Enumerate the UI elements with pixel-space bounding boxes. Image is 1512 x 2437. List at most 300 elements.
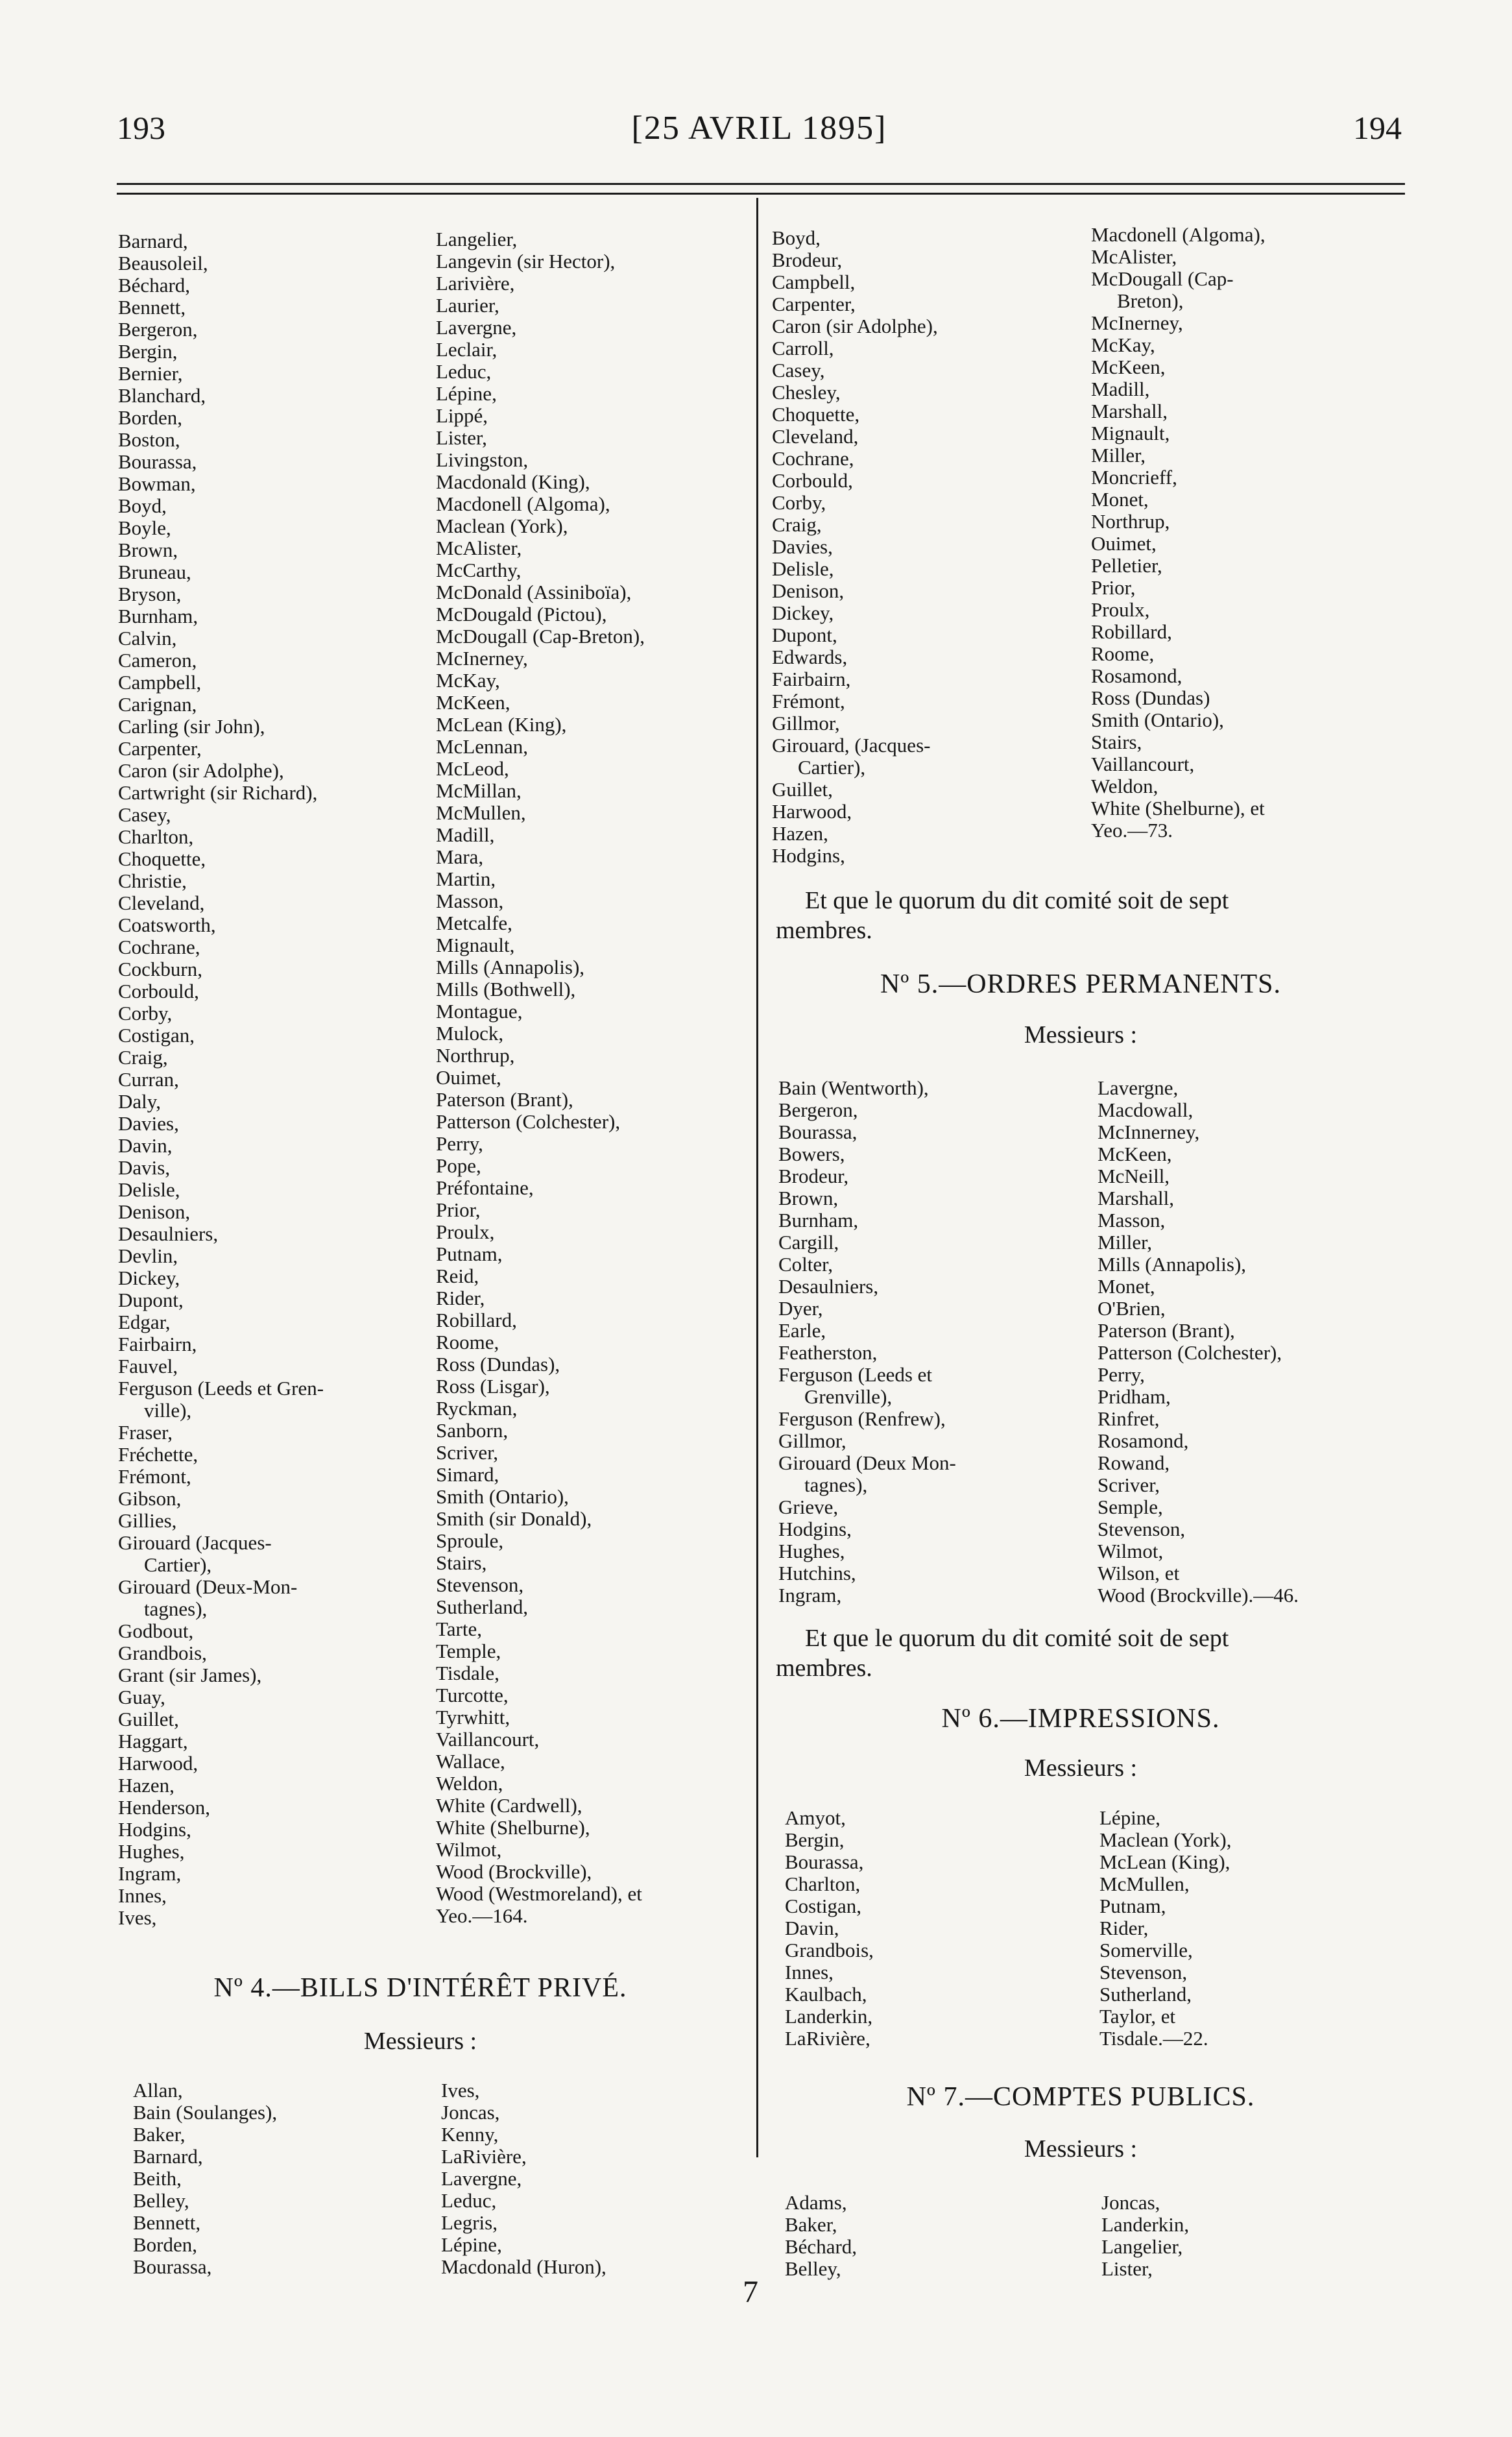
member-name: Caron (sir Adolphe), <box>772 315 938 337</box>
member-name: Barnard, <box>133 2145 203 2168</box>
section-4-messieurs: Messieurs : <box>363 2028 477 2055</box>
member-name: Dupont, <box>118 1289 184 1311</box>
member-name: Fauvel, <box>118 1355 178 1377</box>
section-4-heading: Nº 4.—BILLS D'INTÉRÊT PRIVÉ. <box>213 1973 627 2003</box>
member-name: Gillmor, <box>778 1429 846 1452</box>
member-name: Cockburn, <box>118 958 203 980</box>
member-name: Delisle, <box>772 557 834 580</box>
member-name: Somerville, <box>1099 1939 1193 1961</box>
member-name: Ferguson (Leeds et <box>778 1363 933 1386</box>
member-name: Miller, <box>1098 1231 1152 1254</box>
member-name: Joncas, <box>441 2101 500 2124</box>
member-name: Brown, <box>778 1187 839 1209</box>
member-name: White (Cardwell), <box>436 1794 582 1817</box>
member-name: Bourassa, <box>133 2255 212 2278</box>
member-name: Henderson, <box>118 1796 211 1819</box>
member-name: Grieve, <box>778 1496 839 1518</box>
member-name: Davin, <box>118 1134 173 1157</box>
member-name: Cleveland, <box>118 891 205 914</box>
member-name: McMullen, <box>1099 1873 1190 1895</box>
member-name: Leclair, <box>436 338 498 361</box>
member-name: LaRivière, <box>441 2145 527 2168</box>
member-name: Marshall, <box>1098 1187 1174 1209</box>
member-name: Bourassa, <box>118 450 197 473</box>
member-name: Prior, <box>1091 576 1136 599</box>
member-name: Cochrane, <box>772 447 854 470</box>
member-name: Grant (sir James), <box>118 1664 262 1686</box>
member-name: Daly, <box>118 1090 161 1113</box>
member-name: Tisdale, <box>436 1662 499 1684</box>
member-name: Innes, <box>785 1961 834 1983</box>
quorum-line-2: membres. <box>776 1655 872 1682</box>
member-name: Tarte, <box>436 1618 482 1640</box>
member-name: McInnerney, <box>1098 1121 1200 1143</box>
member-name: Craig, <box>118 1046 168 1069</box>
member-name: Moncrieff, <box>1091 466 1177 489</box>
member-name: McKay, <box>1091 333 1155 356</box>
member-name: Rosamond, <box>1091 664 1182 687</box>
member-name: Prior, <box>436 1198 481 1221</box>
member-name: Ouimet, <box>1091 532 1157 555</box>
member-name: Stairs, <box>436 1551 487 1574</box>
section-6-heading: Nº 6.—IMPRESSIONS. <box>941 1704 1220 1734</box>
member-name: Scriver, <box>436 1441 499 1464</box>
member-name: Girouard (Deux Mon- <box>778 1451 956 1474</box>
member-name: Pelletier, <box>1091 554 1162 577</box>
member-name: Larivière, <box>436 272 515 295</box>
member-name: Hodgins, <box>778 1518 852 1540</box>
member-name: Macdowall, <box>1098 1098 1194 1121</box>
member-name: Semple, <box>1098 1496 1163 1518</box>
member-name: Scriver, <box>1098 1473 1160 1496</box>
member-name: Grandbois, <box>785 1939 874 1961</box>
member-name: Cameron, <box>118 649 197 672</box>
member-list-col-b <box>436 228 645 1927</box>
member-name: Mulock, <box>436 1022 504 1045</box>
member-name: Bruneau, <box>118 561 191 583</box>
quorum-line-2: membres. <box>776 917 872 944</box>
member-name: Hughes, <box>118 1840 185 1863</box>
member-name: Tyrwhitt, <box>436 1706 510 1728</box>
section-6-col-b <box>1099 1807 1231 2050</box>
member-name: Colter, <box>778 1253 833 1276</box>
member-name: McInerney, <box>436 647 528 670</box>
section-7-col-b <box>1101 2192 1189 2280</box>
member-name: Lépine, <box>1099 1806 1160 1829</box>
member-name: McKeen, <box>436 691 510 714</box>
member-name: Lépine, <box>436 382 497 405</box>
member-name: Corby, <box>772 491 826 514</box>
member-name: ville), <box>144 1399 192 1422</box>
member-name: Préfontaine, <box>436 1176 534 1199</box>
member-name: Miller, <box>1091 444 1146 467</box>
member-name: Lavergne, <box>441 2167 522 2190</box>
member-name: Robillard, <box>436 1309 517 1331</box>
member-name: Perry, <box>436 1132 483 1155</box>
member-name: Guillet, <box>772 778 833 801</box>
member-name: Allan, <box>133 2079 183 2102</box>
section-5-messieurs: Messieurs : <box>1024 1021 1138 1049</box>
member-name: Casey, <box>772 359 825 382</box>
member-name: Tisdale.—22. <box>1099 2027 1208 2050</box>
member-name: Northrup, <box>436 1044 515 1067</box>
member-name: Perry, <box>1098 1363 1145 1386</box>
section-4-col-a <box>133 2079 277 2278</box>
member-name: LaRivière, <box>785 2027 870 2050</box>
member-name: Monet, <box>1098 1275 1155 1298</box>
member-name: Hazen, <box>772 822 828 845</box>
member-name: Carignan, <box>118 693 197 716</box>
member-name: McDonald (Assiniboïa), <box>436 581 632 603</box>
page-number-left: 193 <box>117 110 165 146</box>
member-name: Mignault, <box>1091 422 1170 444</box>
member-name: Turcotte, <box>436 1684 509 1706</box>
member-name: Mills (Annapolis), <box>1098 1253 1247 1276</box>
member-name: Carpenter, <box>772 293 856 315</box>
member-name: Reid, <box>436 1265 479 1287</box>
member-name: Fréchette, <box>118 1443 198 1466</box>
member-name: Smith (sir Donald), <box>436 1507 592 1530</box>
member-name: Mara, <box>436 845 484 868</box>
member-name: Mills (Annapolis), <box>436 956 585 978</box>
member-name: Brown, <box>118 539 178 561</box>
member-name: Mignault, <box>436 934 515 956</box>
member-name: Bowers, <box>778 1143 845 1165</box>
member-name: Caron (sir Adolphe), <box>118 759 284 782</box>
member-name: Rinfret, <box>1098 1407 1160 1430</box>
member-name: Maclean (York), <box>1099 1828 1232 1851</box>
member-name: Barnard, <box>118 230 188 252</box>
member-name: Béchard, <box>785 2235 858 2258</box>
member-name: Gillies, <box>118 1509 177 1532</box>
member-name: Weldon, <box>1091 775 1158 797</box>
member-name: Belley, <box>785 2257 841 2280</box>
member-name: Davies, <box>772 535 833 558</box>
member-name: Bourassa, <box>778 1121 858 1143</box>
member-name: Pridham, <box>1098 1385 1171 1408</box>
member-name: Carling (sir John), <box>118 715 265 738</box>
member-name: Lister, <box>436 426 487 449</box>
quorum-line-1: Et que le quorum du dit comité soit de sept <box>805 1625 1229 1652</box>
member-name: Ferguson (Leeds et Gren- <box>118 1377 324 1400</box>
member-name: tagnes), <box>144 1597 208 1620</box>
member-name: Corbould, <box>772 469 853 492</box>
member-name: McAlister, <box>436 537 522 559</box>
member-name: Innes, <box>118 1884 167 1907</box>
member-name: Desaulniers, <box>778 1275 879 1298</box>
member-name: Ross (Lisgar), <box>436 1375 550 1398</box>
member-name: Ingram, <box>118 1862 182 1885</box>
member-name: Desaulniers, <box>118 1222 219 1245</box>
member-name: Baker, <box>785 2213 837 2236</box>
member-name: Baker, <box>133 2123 186 2146</box>
member-name: Sproule, <box>436 1529 504 1552</box>
member-name: Bain (Wentworth), <box>778 1076 929 1099</box>
member-name: Macdonald (King), <box>436 470 590 493</box>
member-name: Leduc, <box>441 2189 497 2212</box>
member-name: Edgar, <box>118 1311 171 1333</box>
member-name: Craig, <box>772 513 822 536</box>
member-name: Adams, <box>785 2191 847 2214</box>
member-name: Rosamond, <box>1098 1429 1189 1452</box>
member-name: Wilmot, <box>436 1838 502 1861</box>
member-name: Pope, <box>436 1154 481 1177</box>
member-name: Madill, <box>1091 378 1150 400</box>
member-name: Bernier, <box>118 362 183 385</box>
member-name: Costigan, <box>118 1024 195 1047</box>
member-name: Lavergne, <box>1098 1076 1179 1099</box>
member-name: Bowman, <box>118 472 196 495</box>
member-name: Marshall, <box>1091 400 1168 422</box>
member-name: McAlister, <box>1091 245 1177 268</box>
member-name: Joncas, <box>1101 2191 1160 2214</box>
member-name: Livingston, <box>436 448 529 471</box>
member-name: Boyle, <box>118 516 171 539</box>
member-name: Cartier), <box>798 756 866 779</box>
member-name: Brodeur, <box>778 1165 849 1187</box>
member-name: Bryson, <box>118 583 182 605</box>
section-5-col-b <box>1098 1077 1299 1606</box>
section-7-col-a <box>785 2192 857 2280</box>
member-name: Gibson, <box>118 1487 182 1510</box>
member-name: Putnam, <box>1099 1895 1166 1917</box>
member-name: Macdonell (Algoma), <box>1091 223 1266 246</box>
member-name: Stevenson, <box>436 1573 524 1596</box>
member-name: Langevin (sir Hector), <box>436 250 616 273</box>
member-name: Maclean (York), <box>436 515 568 537</box>
section-6-col-a <box>785 1807 874 2050</box>
member-name: Ives, <box>441 2079 480 2102</box>
member-name: Ross (Dundas) <box>1091 686 1210 709</box>
member-name: Harwood, <box>772 800 852 823</box>
member-name: Rider, <box>436 1287 485 1309</box>
member-name: Proulx, <box>436 1220 495 1243</box>
member-name: Mills (Bothwell), <box>436 978 576 1000</box>
member-name: Burnham, <box>778 1209 859 1231</box>
member-name: Charlton, <box>785 1873 861 1895</box>
member-name: Campbell, <box>772 271 856 293</box>
member-name: McDougall (Cap-Breton), <box>436 625 645 648</box>
member-name: Dupont, <box>772 624 837 646</box>
member-name: Paterson (Brant), <box>436 1088 573 1111</box>
member-name: Temple, <box>436 1640 501 1662</box>
column-divider <box>756 198 758 2157</box>
member-name: McCarthy, <box>436 559 522 581</box>
member-name: Sutherland, <box>1099 1983 1192 2006</box>
member-name: McNeill, <box>1098 1165 1170 1187</box>
member-name: Wilson, et <box>1098 1562 1180 1584</box>
member-name: Bourassa, <box>785 1850 864 1873</box>
member-name: Calvin, <box>118 627 177 649</box>
member-name: Kaulbach, <box>785 1983 867 2006</box>
member-name: Davis, <box>118 1156 171 1179</box>
member-name: Borden, <box>118 406 183 429</box>
member-name: Macdonald (Huron), <box>441 2255 606 2278</box>
section-4-col-b <box>441 2079 606 2278</box>
member-name: Patterson (Colchester), <box>436 1110 621 1133</box>
member-name: Ives, <box>118 1906 157 1929</box>
member-name: McLennan, <box>436 735 529 758</box>
member-name: Masson, <box>1098 1209 1166 1231</box>
member-name: Simard, <box>436 1463 499 1486</box>
page-header <box>117 109 1402 161</box>
member-name: Curran, <box>118 1068 179 1091</box>
member-name: Bennett, <box>118 296 186 319</box>
member-name: Laurier, <box>436 294 499 317</box>
member-name: Godbout, <box>118 1619 194 1642</box>
page-number-right: 194 <box>1353 110 1402 146</box>
member-name: Ryckman, <box>436 1397 518 1420</box>
member-name: Hughes, <box>778 1540 845 1562</box>
header-rule-top <box>117 183 1405 185</box>
member-name: McDougald (Pictou), <box>436 603 607 625</box>
member-name: Earle, <box>778 1319 826 1342</box>
member-name: Ingram, <box>778 1584 842 1606</box>
signature-mark: 7 <box>743 2275 758 2309</box>
member-name: Edwards, <box>772 646 848 668</box>
member-name: Fraser, <box>118 1421 173 1444</box>
member-name: Boston, <box>118 428 180 451</box>
member-name: Devlin, <box>118 1244 178 1267</box>
member-name: Beith, <box>133 2167 182 2190</box>
member-name: Bergin, <box>118 340 178 363</box>
member-name: Robillard, <box>1091 620 1172 643</box>
member-name: Wood (Brockville), <box>436 1860 592 1883</box>
member-name: Carroll, <box>772 337 834 359</box>
member-name: Langelier, <box>1101 2235 1183 2258</box>
member-name: Monet, <box>1091 488 1149 511</box>
member-name: Brodeur, <box>772 249 843 271</box>
member-name: Beausoleil, <box>118 252 208 274</box>
member-name: McLeod, <box>436 757 509 780</box>
member-name: Girouard (Deux-Mon- <box>118 1575 298 1598</box>
member-name: Lister, <box>1101 2257 1153 2280</box>
member-list-col-a <box>118 230 324 1929</box>
member-name: McLean (King), <box>1099 1850 1230 1873</box>
section-6-messieurs: Messieurs : <box>1024 1754 1138 1782</box>
member-name: Dyer, <box>778 1297 823 1320</box>
member-name: Cleveland, <box>772 425 859 448</box>
member-name: Denison, <box>118 1200 191 1223</box>
member-name: Hodgins, <box>772 844 845 867</box>
member-name: Hodgins, <box>118 1818 191 1841</box>
member-name: O'Brien, <box>1098 1297 1166 1320</box>
member-name: Davin, <box>785 1917 839 1939</box>
member-name: Lépine, <box>441 2233 502 2256</box>
member-name: Coatsworth, <box>118 914 216 936</box>
quorum-paragraph-2 <box>776 1623 1386 1683</box>
member-name: Grandbois, <box>118 1642 207 1664</box>
member-name: Madill, <box>436 823 495 846</box>
member-name: Wilmot, <box>1098 1540 1164 1562</box>
member-name: Amyot, <box>785 1806 846 1829</box>
member-name: Belley, <box>133 2189 189 2212</box>
member-name: Martin, <box>436 867 496 890</box>
member-name: Rider, <box>1099 1917 1149 1939</box>
member-name: Choquette, <box>772 403 860 426</box>
member-name: Bennett, <box>133 2211 201 2234</box>
member-name: Yeo.—73. <box>1091 819 1173 842</box>
member-name: Choquette, <box>118 847 206 870</box>
member-name: Dickey, <box>118 1267 180 1289</box>
member-name: tagnes), <box>804 1473 868 1496</box>
section-7-heading: Nº 7.—COMPTES PUBLICS. <box>906 2082 1255 2112</box>
member-name: Hazen, <box>118 1774 174 1797</box>
member-name: Lavergne, <box>436 316 517 339</box>
member-name: Casey, <box>118 803 171 826</box>
member-name: Christie, <box>118 869 187 892</box>
committee-list-col-a <box>772 227 938 867</box>
member-name: Ouimet, <box>436 1066 501 1089</box>
member-name: McInerney, <box>1091 311 1183 334</box>
member-name: Yeo.—164. <box>436 1904 528 1927</box>
member-name: Girouard, (Jacques- <box>772 734 931 757</box>
member-name: Vaillancourt, <box>1091 753 1195 775</box>
member-name: Landerkin, <box>1101 2213 1190 2236</box>
member-name: White (Shelburne), et <box>1091 797 1265 819</box>
member-name: Bergin, <box>785 1828 845 1851</box>
member-name: Charlton, <box>118 825 194 848</box>
member-name: Cargill, <box>778 1231 839 1254</box>
member-name: Burnham, <box>118 605 198 627</box>
member-name: Carpenter, <box>118 737 202 760</box>
section-7-messieurs: Messieurs : <box>1024 2135 1138 2163</box>
member-name: Fairbairn, <box>118 1333 197 1355</box>
header-rule-bottom <box>117 193 1405 195</box>
member-name: Lippé, <box>436 404 488 427</box>
member-name: Proulx, <box>1091 598 1150 621</box>
member-name: Guay, <box>118 1686 165 1708</box>
member-name: Wood (Westmoreland), et <box>436 1882 642 1905</box>
member-name: Chesley, <box>772 381 841 404</box>
member-name: Stairs, <box>1091 731 1142 753</box>
member-name: Béchard, <box>118 274 191 297</box>
member-name: Putnam, <box>436 1243 503 1265</box>
member-name: Grenville), <box>804 1385 893 1408</box>
member-name: Breton), <box>1117 289 1184 312</box>
member-name: White (Shelburne), <box>436 1816 590 1839</box>
member-name: McLean (King), <box>436 713 567 736</box>
member-name: Metcalfe, <box>436 912 512 934</box>
member-name: Legris, <box>441 2211 498 2234</box>
member-name: Cartier), <box>144 1553 212 1576</box>
member-name: McKeen, <box>1091 356 1166 378</box>
member-name: McMillan, <box>436 779 522 802</box>
member-name: Hutchins, <box>778 1562 856 1584</box>
member-name: Roome, <box>436 1331 499 1353</box>
member-name: Stevenson, <box>1099 1961 1188 1983</box>
member-name: McKeen, <box>1098 1143 1172 1165</box>
member-name: Costigan, <box>785 1895 861 1917</box>
member-name: Cochrane, <box>118 936 200 958</box>
member-name: Sutherland, <box>436 1595 529 1618</box>
member-name: Boyd, <box>772 226 821 249</box>
member-name: Ferguson (Renfrew), <box>778 1407 946 1430</box>
member-name: Fairbairn, <box>772 668 851 690</box>
member-name: Sanborn, <box>436 1419 509 1442</box>
member-name: Cartwright (sir Richard), <box>118 781 318 804</box>
member-name: Dickey, <box>772 601 834 624</box>
member-name: Masson, <box>436 890 504 912</box>
header-date: [25 AVRIL 1895] <box>631 110 887 147</box>
member-name: Frémont, <box>772 690 845 712</box>
member-name: Kenny, <box>441 2123 499 2146</box>
member-name: Bergeron, <box>778 1098 858 1121</box>
member-name: Rowand, <box>1098 1451 1170 1474</box>
member-name: Taylor, et <box>1099 2005 1176 2028</box>
member-name: Wallace, <box>436 1750 505 1773</box>
member-name: Gillmor, <box>772 712 840 734</box>
